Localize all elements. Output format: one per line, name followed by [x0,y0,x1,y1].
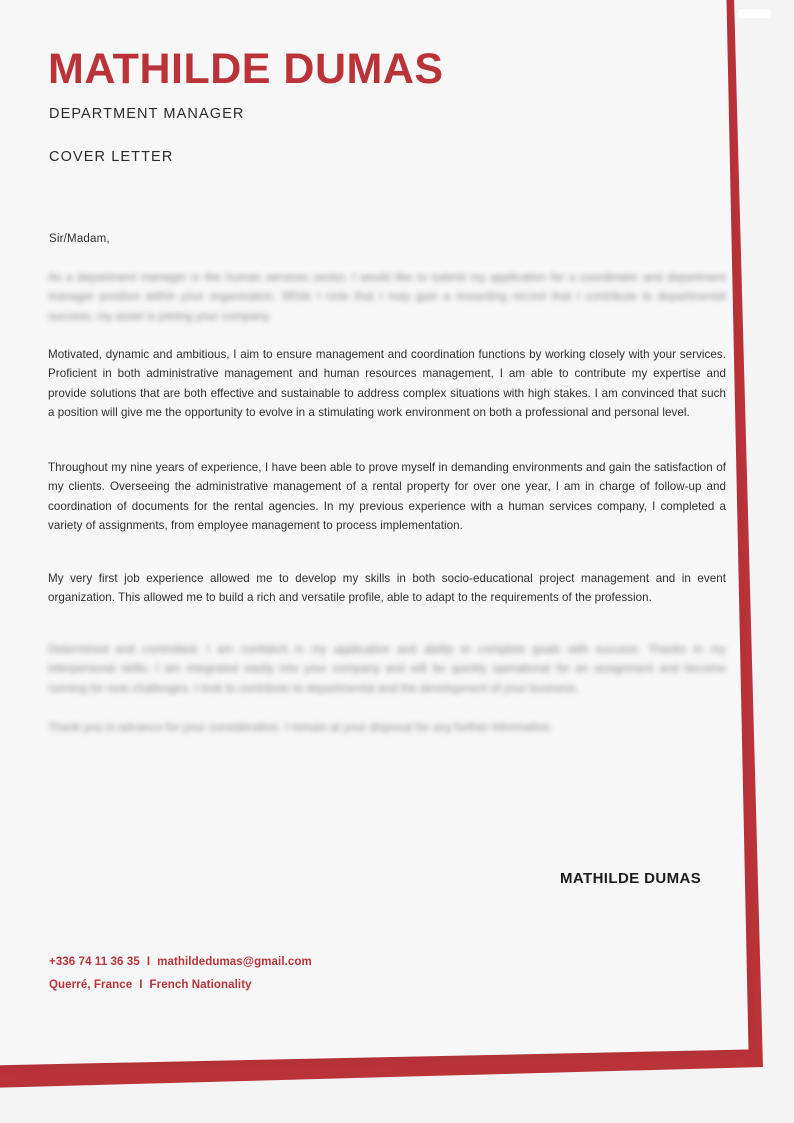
page-title: MATHILDE DUMAS [48,45,444,93]
footer-contact [49,951,312,997]
body-paragraph-1: Motivated, dynamic and ambitious, I aim to ensure management and coordination functions by working closely with your services. Proficient in both administrative management and human resources management, I am able to contribute my expertise and provide solutions that are both effective and sustainable to address complex situations with high stakes. I am convinced that such a position will give me the opportunity to evolve in a stimulating work environment on both a professional and personal level. [48,348,726,420]
location: Querré, France [49,979,133,991]
footer-line-1 [49,951,312,974]
thanks-paragraph-blurred: Thank you in advance for your consideration. I remain at your disposal for any further information. [48,721,554,734]
footer-separator-1: I [146,956,151,968]
body-paragraph-3: My very first job experience allowed me to develop my skills in both socio-educational project management and in event organization. This allowed me to build a rich and versatile profile, able to adapt to the requirements of the profession. [48,572,726,605]
closing-paragraph-blurred: Determined and committed, I am confident in my application and ability to complete goals with success. Thanks to my interpersonal skills, I am integrated easily into your company and will be quickly operational for an assignment and become running for new challenges. I look to contribute to departmental and the development of your business. [48,643,726,695]
salutation: Sir/Madam, [49,233,110,245]
body-paragraph-2: Throughout my nine years of experience, I have been able to prove myself in demanding environments and gain the satisfaction of my clients. Overseeing the administrative management of a rental property for over one year, I am in charge of follow-up and coordination of documents for the rental agencies. In my previous experience with a human services company, I completed a variety of assignments, from employee management to process implementation. [48,461,726,533]
nationality: French Nationality [149,979,252,991]
signature: MATHILDE DUMAS [560,870,702,887]
footer-separator-2: I [139,979,143,991]
job-title: DEPARTMENT MANAGER [49,106,245,122]
document-label: COVER LETTER [49,149,174,165]
phone-number: +336 74 11 36 35 [49,956,140,968]
intro-paragraph-blurred: As a department manager in the human services sector, I would like to submit my application for a coordinator and department manager position within your organisation. While I note that I may gain a rewarding record that I contribute to departmental success, my asset is joining your company. [48,271,726,323]
footer-line-2 [49,974,312,997]
email-address[interactable]: mathildedumas@gmail.com [157,956,312,968]
